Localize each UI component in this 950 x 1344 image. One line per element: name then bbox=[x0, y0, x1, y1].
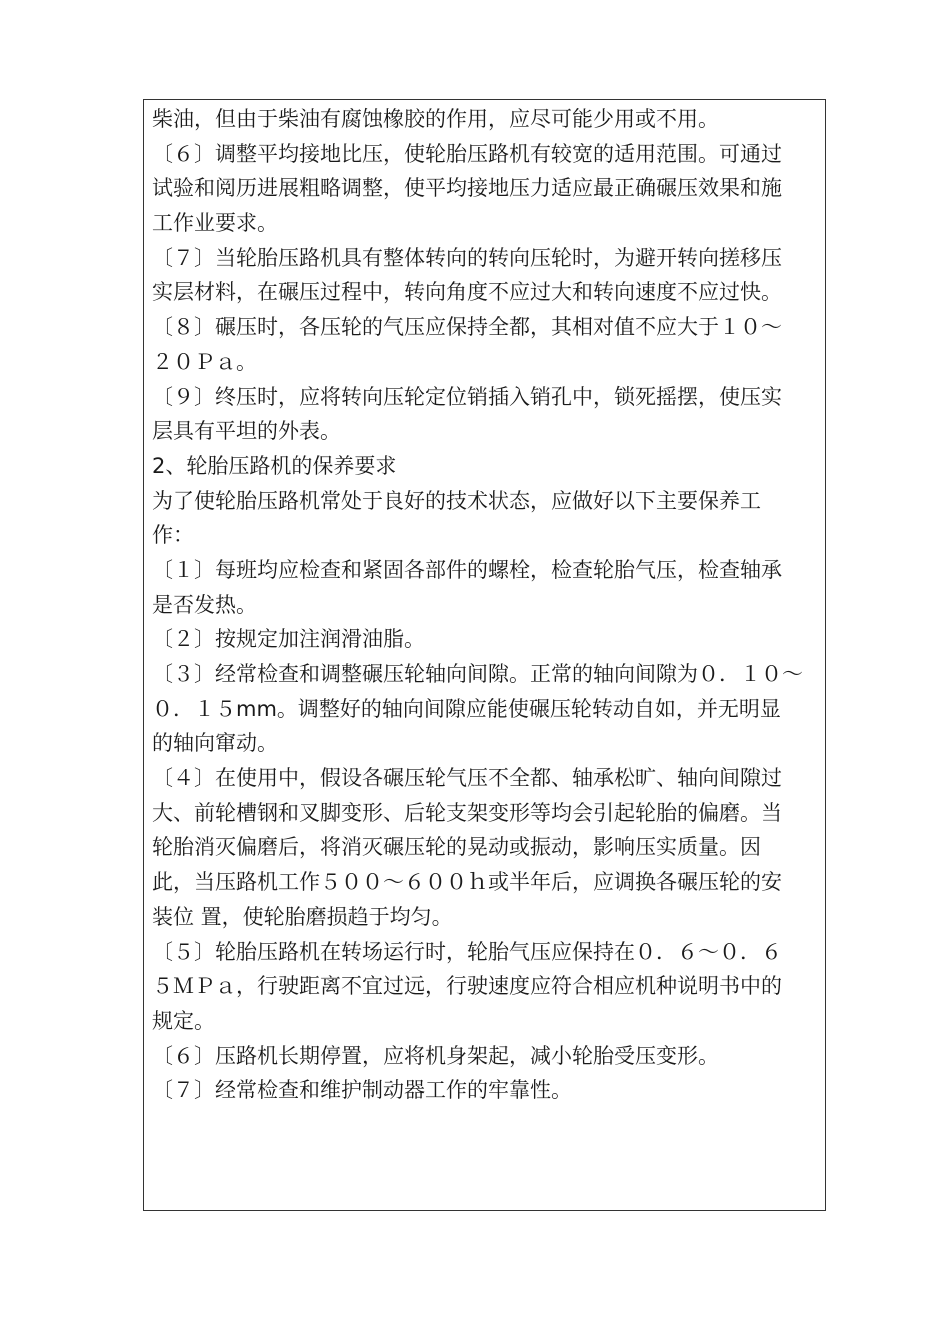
document-frame bbox=[143, 99, 826, 1211]
text-line: 〔９〕终压时，应将转向压轮定位销插入销孔中，锁死摇摆，使压实 bbox=[152, 384, 782, 409]
text-line: 〔４〕在使用中，假设各碾压轮气压不全都、轴承松旷、轴向间隙过 bbox=[152, 766, 782, 791]
text-line: 层具有平坦的外表。 bbox=[152, 419, 341, 444]
text-line: 〔５〕轮胎压路机在转场运行时，轮胎气压应保持在０．６～０．６ bbox=[152, 939, 782, 964]
text-line: 此，当压路机工作５００～６００ｈ或半年后，应调换各碾压轮的安 bbox=[152, 870, 782, 895]
text-line: 大、前轮槽钢和叉脚变形、后轮支架变形等均会引起轮胎的偏磨。当 bbox=[152, 800, 782, 825]
text-line: 〔２〕按规定加注润滑油脂。 bbox=[152, 627, 425, 652]
text-line: 的轴向窜动。 bbox=[152, 731, 278, 756]
text-line: 〔８〕碾压时，各压轮的气压应保持全都，其相对值不应大于１０～ bbox=[152, 315, 782, 340]
text-line: 〔７〕当轮胎压路机具有整体转向的转向压轮时，为避开转向搓移压 bbox=[152, 245, 782, 270]
text-line: 试验和阅历进展粗略调整，使平均接地压力适应最正确碾压效果和施 bbox=[152, 176, 782, 201]
text-line: ０．１５mm。调整好的轴向间隙应能使碾压轮转动自如，并无明显 bbox=[152, 696, 781, 721]
text-line: 轮胎消灭偏磨后，将消灭碾压轮的晃动或振动，影响压实质量。因 bbox=[152, 835, 761, 860]
text-line: 规定。 bbox=[152, 1008, 215, 1033]
section-heading: 2、轮胎压路机的保养要求 bbox=[152, 453, 397, 478]
text-line: ５ＭＰａ，行驶距离不宜过远，行驶速度应符合相应机种说明书中的 bbox=[152, 974, 782, 999]
text-line: 〔１〕每班均应检查和紧固各部件的螺栓，检查轮胎气压，检查轴承 bbox=[152, 557, 782, 582]
text-line: 是否发热。 bbox=[152, 592, 257, 617]
text-line: 实层材料，在碾压过程中，转向角度不应过大和转向速度不应过快。 bbox=[152, 280, 782, 305]
text-line: 装位 置，使轮胎磨损趋于均匀。 bbox=[152, 904, 453, 929]
text-line: 柴油，但由于柴油有腐蚀橡胶的作用，应尽可能少用或不用。 bbox=[152, 107, 719, 131]
text-line: 作： bbox=[152, 523, 194, 548]
text-line: 〔６〕压路机长期停置，应将机身架起，减小轮胎受压变形。 bbox=[152, 1043, 719, 1068]
text-line: 〔６〕调整平均接地比压，使轮胎压路机有较宽的适用范围。可通过 bbox=[152, 141, 782, 166]
text-line: 〔３〕经常检查和调整碾压轮轴向间隙。正常的轴向间隙为０．１０～ bbox=[152, 662, 803, 686]
document-body bbox=[152, 102, 824, 1108]
text-line: ２０Ｐａ。 bbox=[152, 349, 257, 374]
text-line: 工作业要求。 bbox=[152, 211, 278, 236]
text-line: 为了使轮胎压路机常处于良好的技术状态，应做好以下主要保养工 bbox=[152, 488, 761, 513]
text-line: 〔７〕经常检查和维护制动器工作的牢靠性。 bbox=[152, 1078, 572, 1103]
